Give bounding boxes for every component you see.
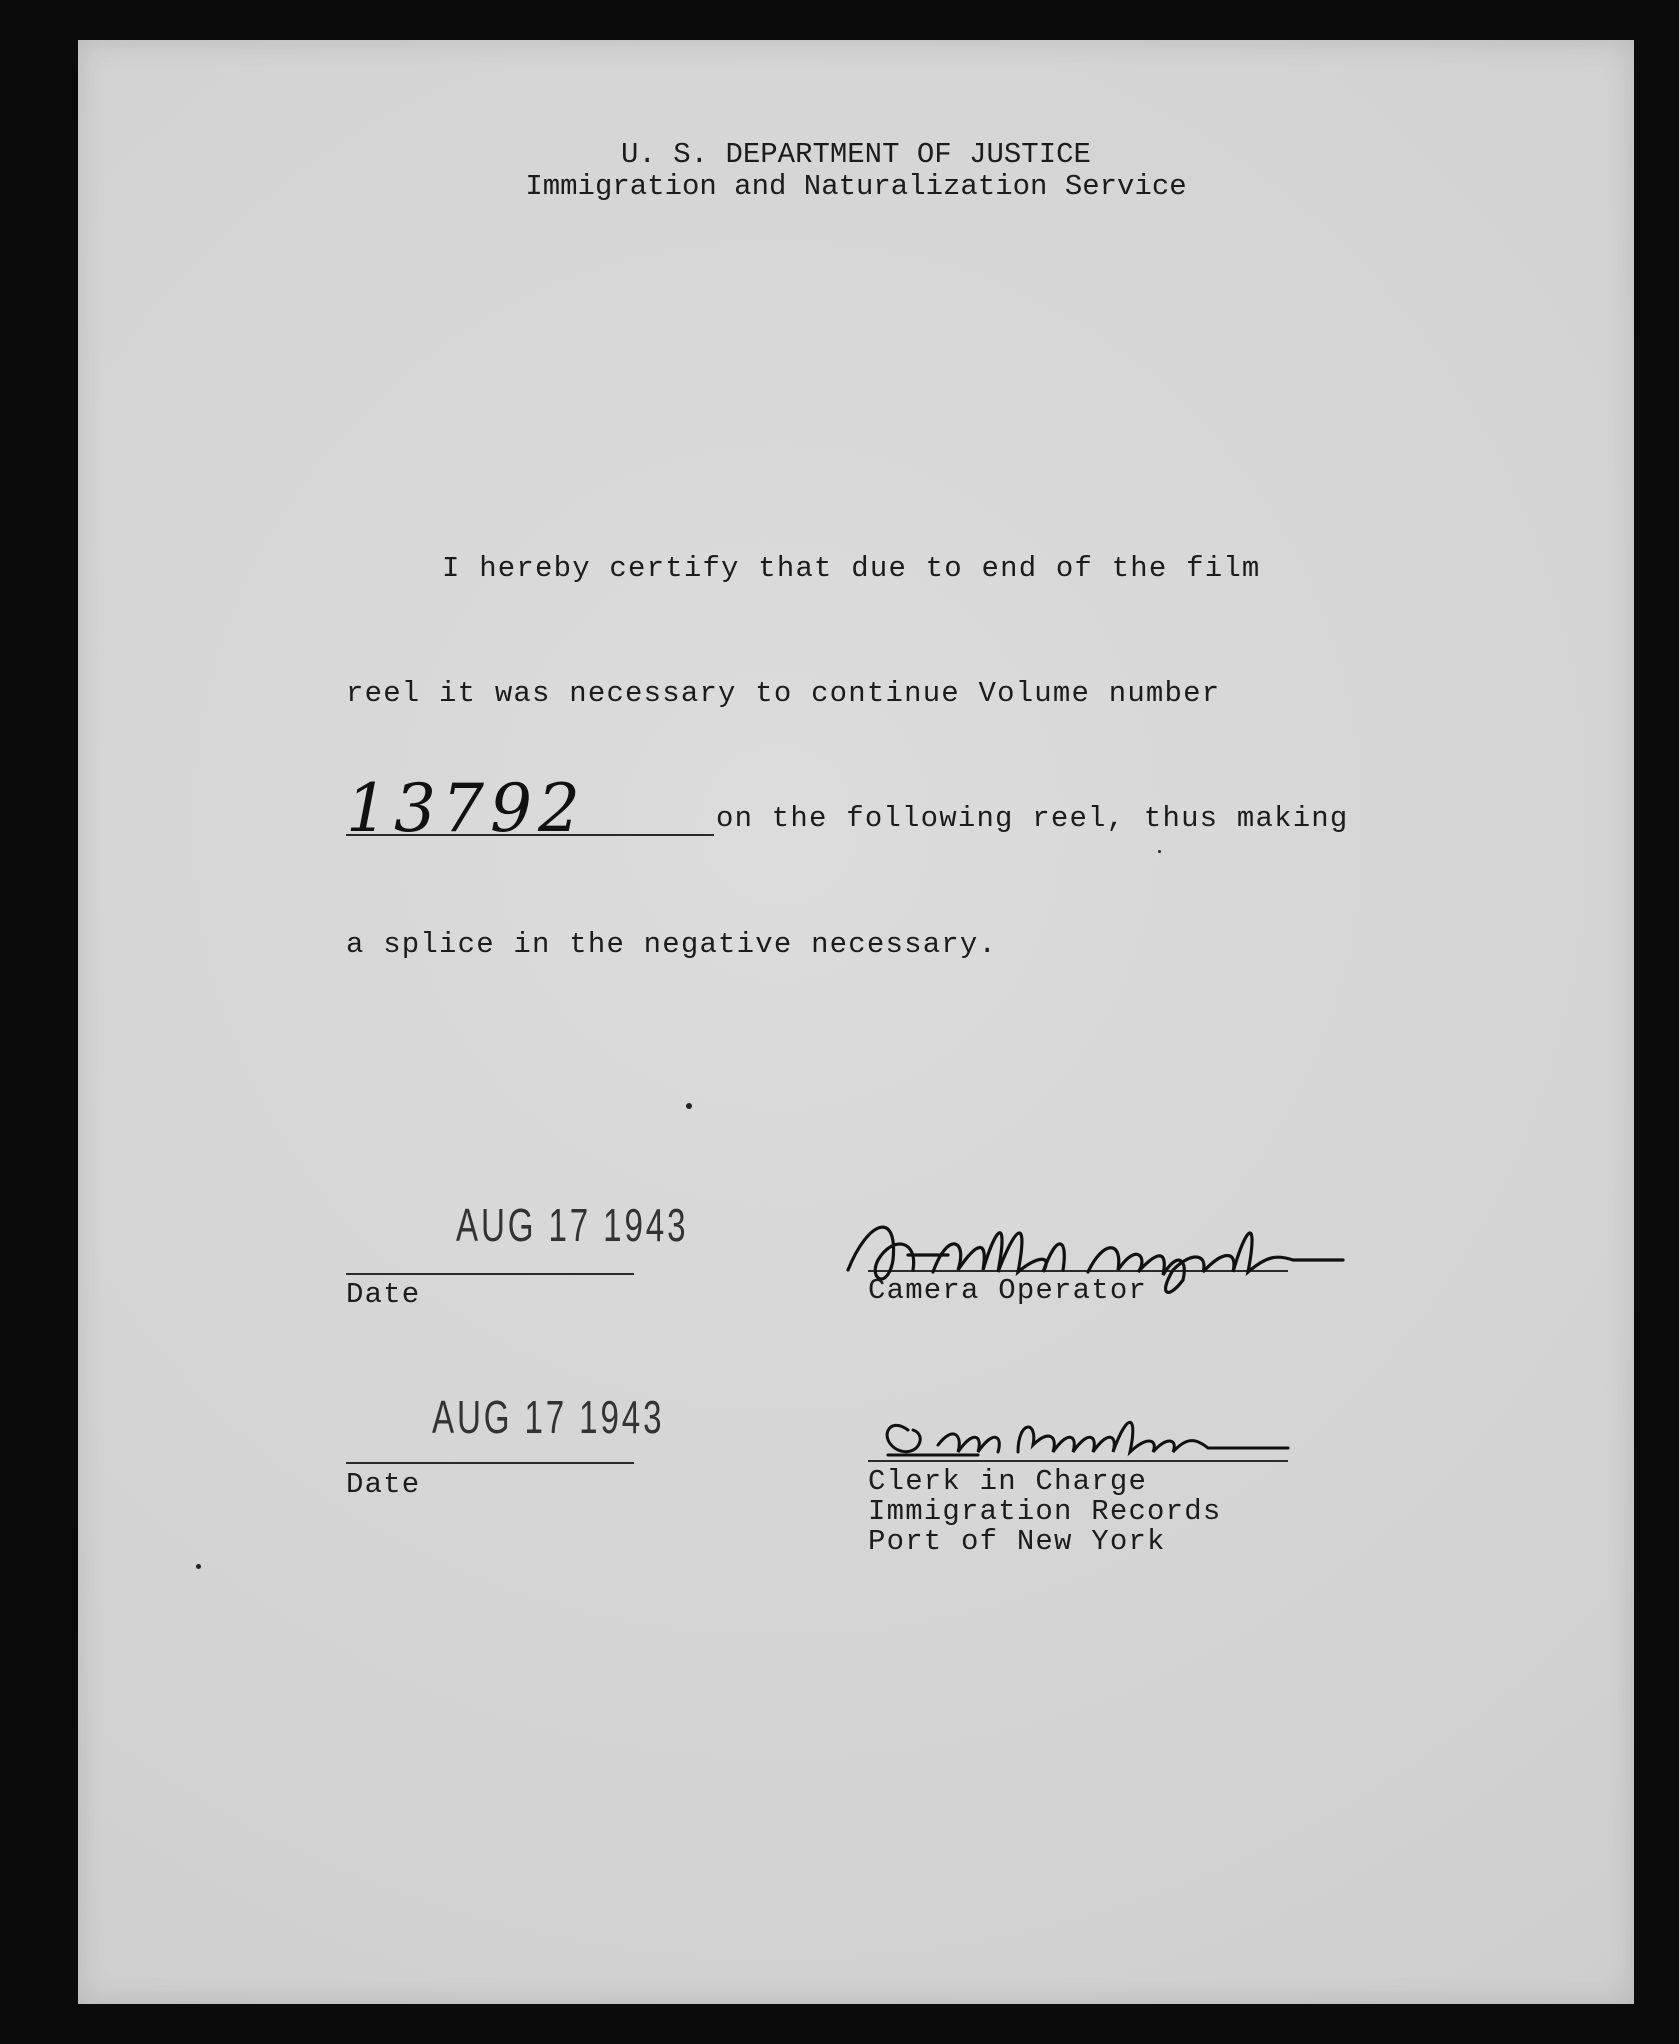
body-line-3: on the following reel, thus making [716,802,1349,835]
clerk-label-title: Clerk in Charge [868,1465,1148,1498]
body-line-4: a splice in the negative necessary. [346,928,998,961]
clerk-label-port: Port of New York [868,1525,1166,1558]
clerk-label-office: Immigration Records [868,1495,1222,1528]
dust-speck [1158,850,1161,853]
body-line-1: I hereby certify that due to end of the film [442,552,1261,585]
document-page [78,40,1634,2004]
date-line-1 [346,1273,634,1275]
date-label-1: Date [346,1278,421,1311]
date-line-2 [346,1462,634,1464]
header-service: Immigration and Naturalization Service [525,170,1187,203]
camera-operator-label: Camera Operator [868,1274,1148,1307]
dust-speck [196,1564,201,1569]
body-line-2: reel it was necessary to continue Volume number [346,677,1221,710]
date-stamp-2: AUG 17 1943 [432,1391,665,1443]
header-department: U. S. DEPARTMENT OF JUSTICE [621,138,1091,171]
volume-number-underline [346,834,714,836]
dust-speck [686,1103,692,1109]
date-stamp-1: AUG 17 1943 [456,1199,689,1251]
volume-number-handwritten: 13792 [346,770,586,847]
date-label-2: Date [346,1468,421,1501]
